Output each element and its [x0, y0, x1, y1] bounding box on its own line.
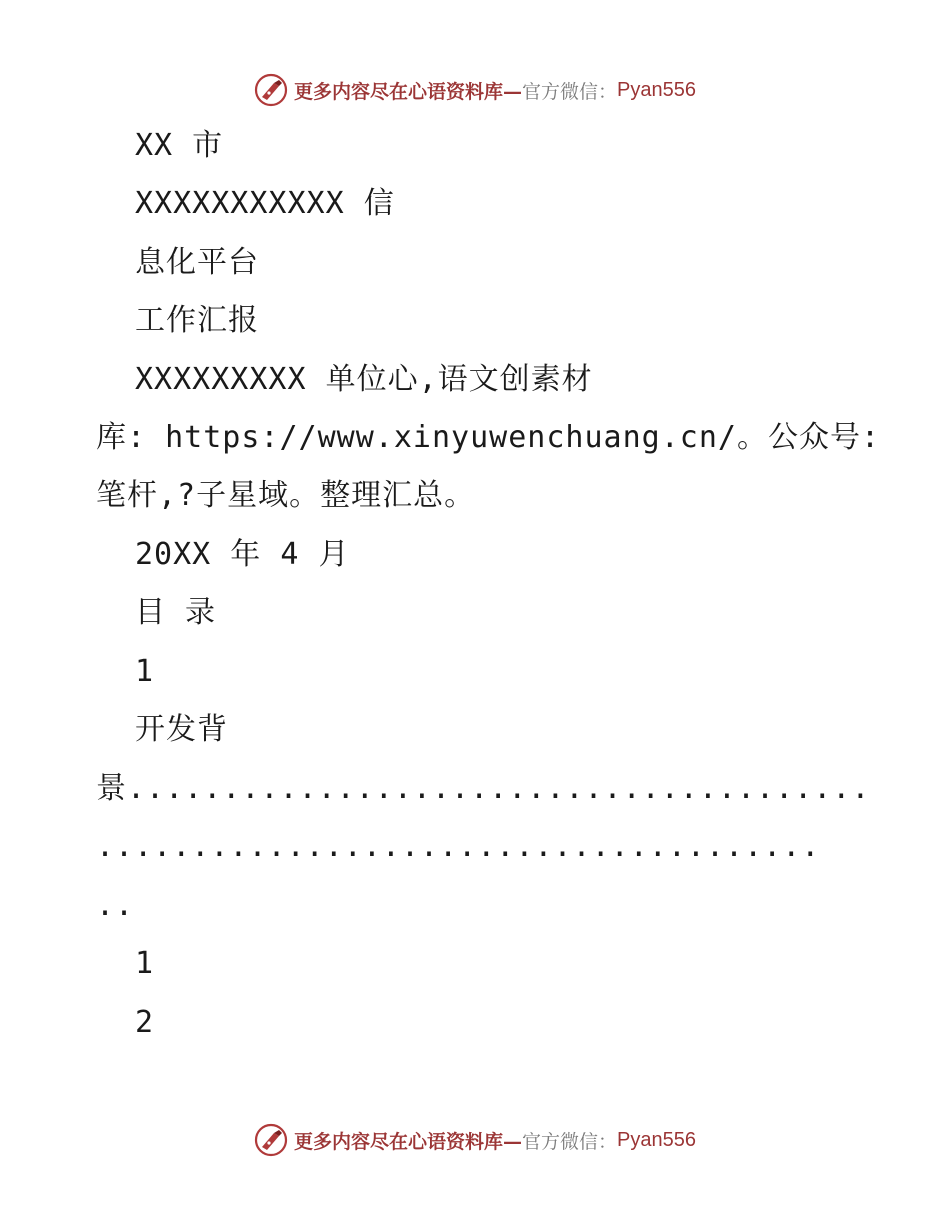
toc-heading: 目 录: [135, 595, 217, 630]
toc-next-number: 2: [135, 1005, 155, 1040]
pen-nib-logo-icon: [254, 73, 288, 107]
doc-line-url: 库: https://www.xinyuwenchuang.cn/。公众号:: [96, 420, 881, 455]
toc-leader-1: 景.......................................: [96, 771, 871, 806]
banner-text: 更多内容尽在心语资料库—: [294, 80, 523, 103]
banner-wechat-label: 官方微信：: [522, 1130, 618, 1153]
doc-line-title-part2: 息化平台: [135, 245, 259, 280]
footer-banner: [0, 1122, 950, 1158]
toc-entry-title: 开发背: [135, 712, 228, 747]
banner-text: 更多内容尽在心语资料库—: [294, 1130, 523, 1153]
header-banner: [0, 72, 950, 108]
doc-line-title-part1: XXXXXXXXXXX 信: [135, 186, 395, 221]
banner-wechat-id: Pyan556: [617, 78, 696, 101]
doc-line-unit: XXXXXXXXX 单位心,语文创素材: [135, 362, 593, 397]
toc-number: 1: [135, 654, 155, 689]
doc-line-date: 20XX 年 4 月: [135, 537, 350, 572]
toc-leader-2: ......................................: [96, 829, 821, 864]
doc-line-title-part3: 工作汇报: [135, 303, 259, 338]
doc-line-account: 笔杆,?子星域。整理汇总。: [96, 478, 476, 513]
banner-wechat-id: Pyan556: [617, 1128, 696, 1151]
toc-leader-3: ..: [96, 888, 135, 923]
pen-nib-logo-icon: [254, 1123, 288, 1157]
doc-line-city: XX 市: [135, 128, 224, 163]
toc-page-number: 1: [135, 946, 155, 981]
banner-wechat-label: 官方微信：: [522, 80, 618, 103]
